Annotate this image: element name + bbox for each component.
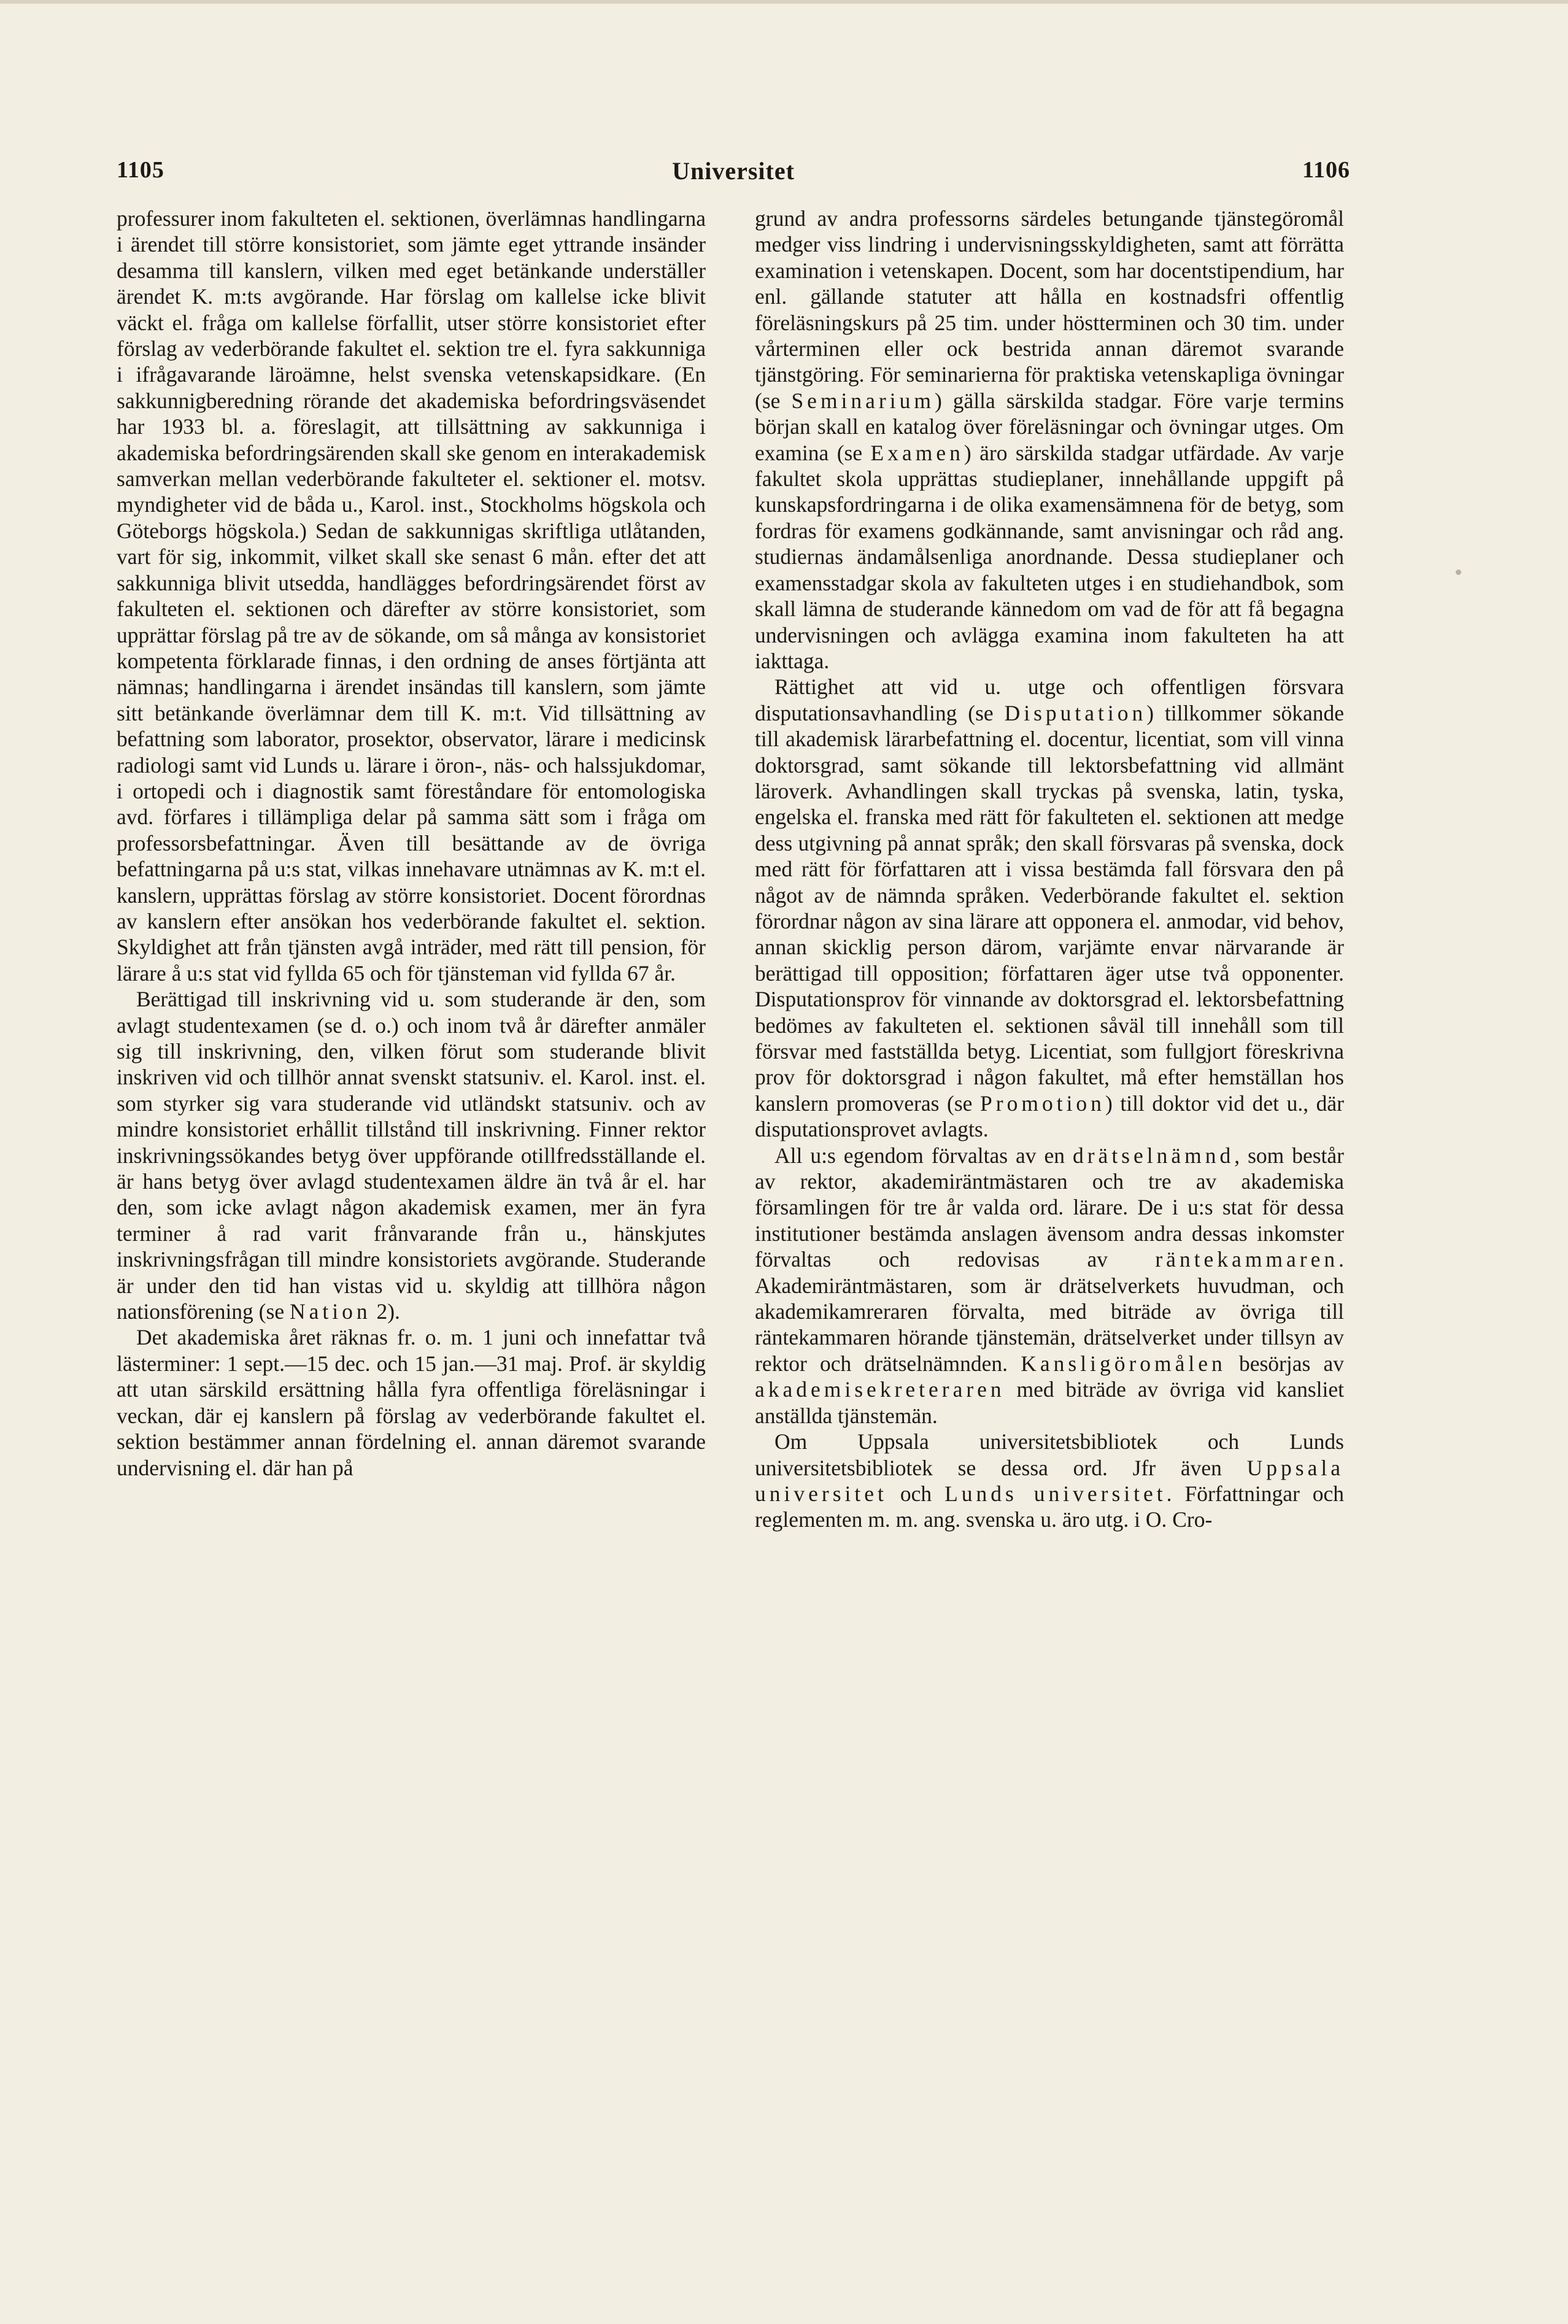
term-akademisekreteraren: akademisekreteraren <box>755 1377 1005 1402</box>
page-number-left: 1105 <box>117 157 164 183</box>
page-edge <box>0 0 1568 4</box>
right-paragraph-1 <box>755 206 1344 674</box>
cross-reference-seminarium: Seminarium <box>791 388 935 413</box>
right-paragraph-3-text-5: med biträde av övriga vid kansliet anställda tjänstemän. <box>755 1377 1344 1428</box>
page-header <box>117 156 1350 193</box>
term-rantekammaren: räntekammaren <box>1155 1247 1339 1272</box>
right-paragraph-1-text-2: ) gälla särskilda stadgar. Före varje termins början skall en katalog över föreläsningar och övningar utges. Om examina (se <box>755 388 1345 465</box>
right-column <box>755 206 1344 1533</box>
right-paragraph-3-text-4: besörjas av <box>1238 1351 1345 1376</box>
cross-reference-uppsala-universitet: Uppsala universitet <box>755 1455 1345 1506</box>
right-paragraph-4-text-2: och <box>900 1481 932 1506</box>
cross-reference-lunds-universitet: Lunds universitet <box>944 1481 1167 1506</box>
right-paragraph-3-text: All u:s egendom förvaltas av en <box>774 1143 1065 1168</box>
term-kansligoromalen: Kansligöromålen <box>1021 1351 1226 1376</box>
margin-mark <box>1456 569 1461 575</box>
right-paragraph-3-text-3: . Akademiräntmästaren, som är drätselverkets huvudman, och akademikamreraren förvalta, med biträde av övriga till räntekammaren hörande tjänstemän, drätselverket under tillsyn av rektor och drätselnämnden. <box>755 1247 1344 1376</box>
right-paragraph-3-text-2: , som består av rektor, akademiräntmästaren och tre av akademiska församlingen för tre år valda ord. lärare. De i u:s stat för dessa institutioner bestämda anslagen ävensom andra dessas inkomster förvaltas och redovisas av <box>755 1143 1344 1272</box>
left-paragraph-3: Det akademiska året räknas fr. o. m. 1 juni och innefattar två lästerminer: 1 sept.—15 dec. och 15 jan.—31 maj. Prof. är skyldig att utan särskild ersättning hålla fyra offentliga föreläsningar i veckan, där ej kanslern på förslag av vederbörande fakultet el. sektion bestämmer annan fördelning el. annan däremot svarande undervisning el. där han på <box>117 1325 706 1480</box>
left-column <box>117 206 706 1481</box>
right-paragraph-2-text-2: ) tillkommer sökande till akademisk lärarbefattning el. docentur, licentiat, som vill vinna doktorsgrad, samt sökande till lektorsbefattning vid allmänt läroverk. Avhandlingen skall tryckas på svenska, latin, tyska, engelska el. franska med rätt för fakulteten el. sektionen att medge dess utgivning på annat språk; den skall försvaras på svenska, dock med rätt för författaren att i vissa bestämda fall försvara den på något av de nämnda språken. Vederbörande fakultet el. sektion förordnar någon av sina lärare att opponera el. anmodar, vid behov, annan skicklig person därom, varjämte envar närvarande är berättigad till opposition; författaren äger utse två opponenter. Disputationsprov för vinnande av doktorsgrad el. lektorsbefattning bedömes av fakulteten el. sektionen såväl till innehåll som till försvar med fastställda betyg. Licentiat, som fullgjort föreskrivna prov för doktorsgrad i någon fakultet, må efter hemställan hos kanslern promoveras (se <box>755 700 1344 1116</box>
right-paragraph-2 <box>755 674 1344 1142</box>
left-paragraph-2 <box>117 986 706 1324</box>
term-dratselnamnd: drätselnämnd <box>1072 1143 1235 1168</box>
right-paragraph-1-text-3: ) äro särskilda stadgar utfärdade. Av varje fakultet skola upprättas studieplaner, innehållande uppgift på kunskapsfordringarna i de olika examensämnena för de betyg, som fordras för examens godkännande, samt anvisningar och råd ang. studiernas ändamålsenliga anordnande. Dessa studieplaner och examensstadgar skola av fakulteten utges i en studiehandbok, som skall lämna de studerande kännedom om vad de för att få begagna undervisningen och avlägga examina inom fakulteten ha att iakttaga. <box>755 440 1345 673</box>
right-paragraph-1-text: grund av andra professorns särdeles betungande tjänstegöromål medger viss lindring i undervisningsskyldigheten, samt att förrätta examination i vetenskapen. Docent, som har docentstipendium, har enl. gällande statuter att hålla en kostnadsfri offentlig föreläsningskurs på 25 tim. under höstterminen och 30 tim. under vårterminen eller ock bestrida annan däremot svarande tjänstgöring. För seminarierna för praktiska vetenskapliga övningar (se <box>755 206 1344 413</box>
left-paragraph-1: professurer inom fakulteten el. sektionen, överlämnas handlingarna i ärendet till större konsistoriet, som jämte eget yttrande insänder desamma till kanslern, vilken med eget betänkande underställer ärendet K. m:ts avgörande. Har förslag om kallelse icke blivit väckt el. fråga om kallelse förfallit, utser större konsistoriet efter förslag av vederbörande fakultet el. sektion tre el. fyra sakkunniga i ifrågavarande läroämne, helst svenska vetenskapsidkare. (En sakkunnigberedning rörande det akademiska befordringsväsendet har 1933 bl. a. föreslagit, att tillsättning av sakkunniga i akademiska befordringsärenden skall ske genom en interakademisk samverkan mellan vederbörande fakulteter el. sektioner el. motsv. myndigheter vid de båda u., Karol. inst., Stockholms högskola och Göteborgs högskola.) Sedan de sakkunnigas skriftliga utlåtanden, vart för sig, inkommit, vilket skall ske senast 6 mån. efter det att sakkunniga blivit utsedda, handlägges befordringsärendet först av fakulteten el. sektionen och därefter av större konsistoriet, som upprättar förslag på tre av de sökande, om så många av konsistoriet kompetenta förklarade finnas, i den ordning de anses förtjänta att nämnas; handlingarna i ärendet insändas till kanslern, som jämte sitt betänkande överlämnar dem till K. m:t. Vid tillsättning av befattning som laborator, prosektor, observator, lärare i medicinsk radiologi samt vid Lunds u. lärare i öron-, näs- och halssjukdomar, i ortopedi och i diagnostik samt föreståndare för entomologiska avd. förfares i tillämpliga delar på samma sätt som i fråga om professorsbefattningar. Även till besättande av de övriga befattningarna på u:s stat, vilkas innehavare utnämnas av K. m:t el. kanslern, upprättas förslag av större konsistoriet. Docent förordnas av kanslern efter ansökan hos vederbörande fakultet el. sektion. Skyldighet att från tjänsten avgå inträder, med rätt till pension, för lärare å u:s stat vid fyllda 65 och för tjänsteman vid fyllda 67 år. <box>117 206 706 986</box>
page-number-right: 1106 <box>1302 157 1350 183</box>
right-paragraph-2-text-3: ) till doktor vid det u., där disputationsprovet avlagts. <box>755 1091 1344 1142</box>
right-paragraph-4-text-3: . Författningar och reglementen m. m. ang. svenska u. äro utg. i O. Cro- <box>755 1481 1345 1532</box>
cross-reference-promotion: Promotion <box>980 1091 1105 1116</box>
cross-reference-examen: Examen <box>870 440 964 465</box>
cross-reference-disputation: Disputation <box>1004 700 1147 725</box>
left-paragraph-2-text: Berättigad till inskrivning vid u. som studerande är den, som avlagt studentexamen (se d. o.) och inom två år därefter anmäler sig till inskrivning, den, vilken förut som studerande blivit inskriven vid och tillhör annat svenskt statsuniv. el. Karol. inst. el. som styrker sig vara studerande vid utländskt statsuniv. och av mindre konsistoriet erhållit tillstånd till inskrivning. Finner rektor inskrivningssökandes betyg över uppförande otillfredsställande el. är hans betyg över avlagd studentexamen äldre än två år el. har den, som icke avlagt någon akademisk examen, mer än fyra terminer å rad varit frånvarande från u., hänskjutes inskrivningsfrågan till mindre konsistoriets avgörande. Studerande är under den tid han vistas vid u. skyldig att tillhöra någon nationsförening (se <box>117 987 706 1324</box>
right-paragraph-4 <box>755 1429 1344 1533</box>
right-paragraph-4-text: Om Uppsala universitetsbibliotek och Lunds universitetsbibliotek se dessa ord. Jfr även <box>755 1429 1344 1480</box>
cross-reference-nation: Nation <box>289 1299 371 1324</box>
right-paragraph-2-text: Rättighet att vid u. utge och offentligen försvara disputationsavhandling (se <box>755 674 1344 725</box>
right-paragraph-3 <box>755 1143 1344 1429</box>
left-paragraph-2-end: 2). <box>376 1299 400 1324</box>
running-head: Universitet <box>672 157 795 185</box>
